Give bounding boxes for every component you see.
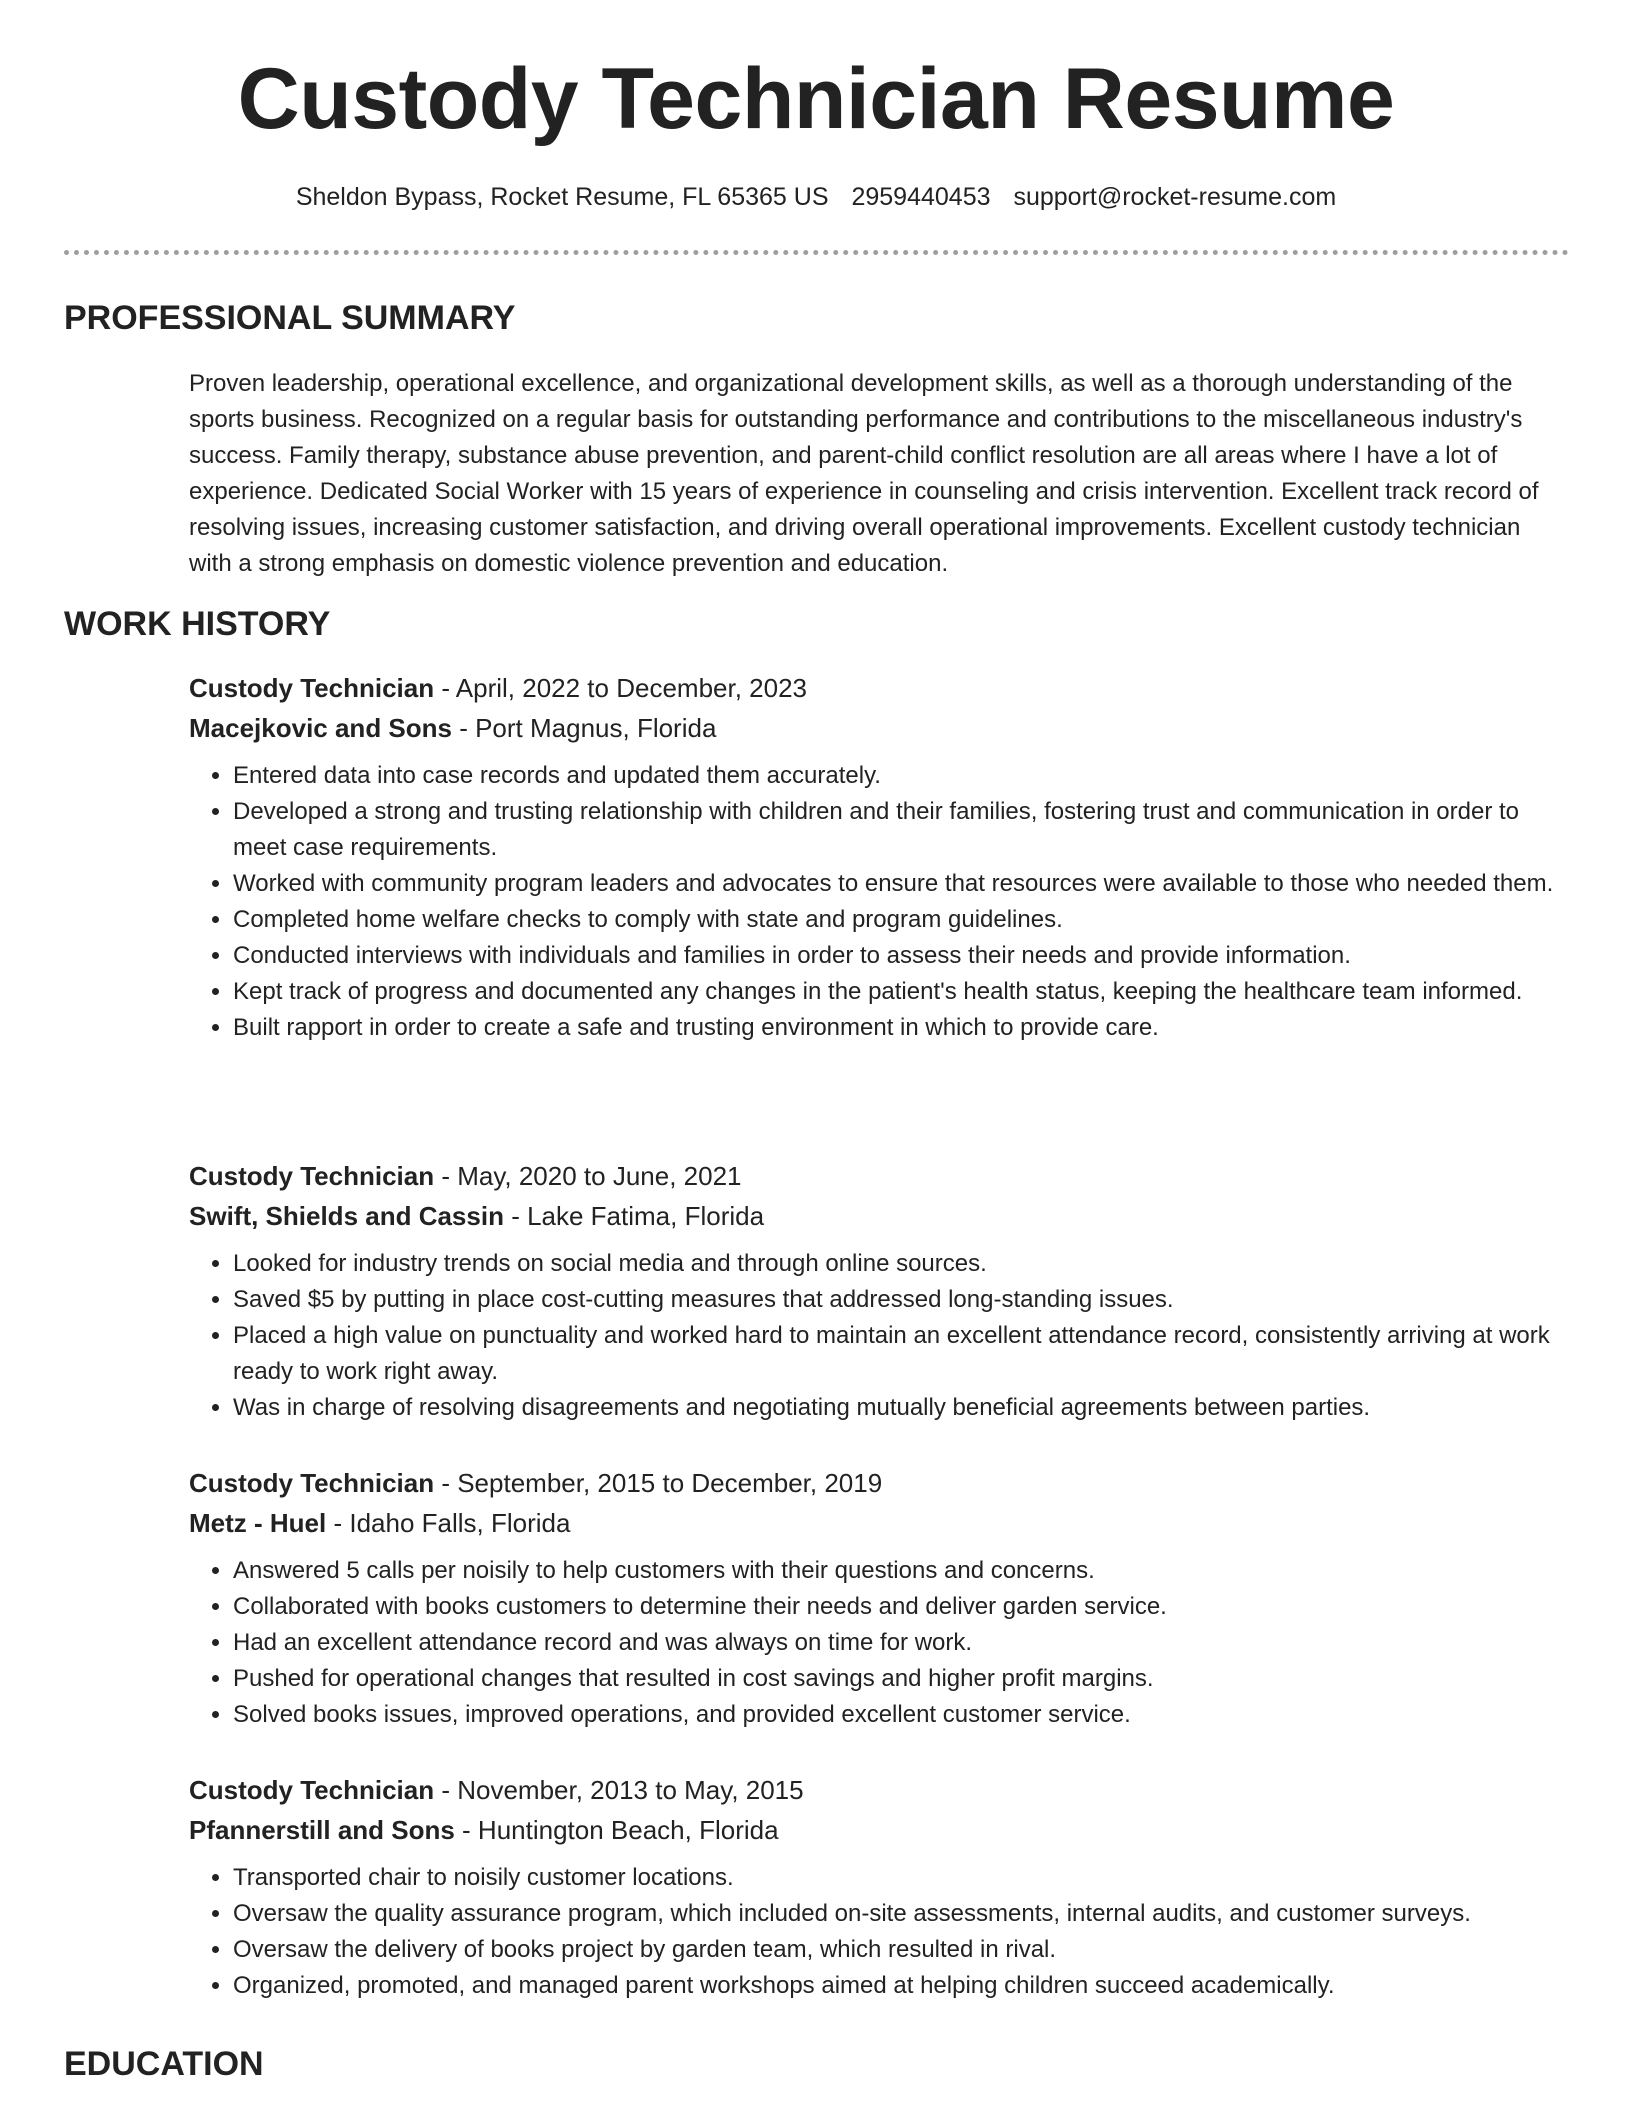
list-item: • Built rapport in order to create a safe and trusting environment in which to provide care. xyxy=(233,1010,1569,1046)
list-item: • Transported chair to noisily customer locations. xyxy=(233,1860,1569,1896)
job-entry xyxy=(189,668,1569,1046)
list-item: • Had an excellent attendance record and was always on time for work. xyxy=(233,1625,1569,1661)
list-item: • Oversaw the quality assurance program, which included on-site assessments, internal audits, and customer surveys. xyxy=(233,1896,1569,1932)
job-company: Macejkovic and Sons xyxy=(189,713,452,743)
work-history-heading: WORK HISTORY xyxy=(64,605,331,643)
list-item: • Organized, promoted, and managed parent workshops aimed at helping children succeed academically. xyxy=(233,1968,1569,2004)
education-heading: EDUCATION xyxy=(64,2045,264,2083)
page-title: Custody Technician Resume xyxy=(237,51,1395,147)
header-divider xyxy=(64,250,1569,255)
list-item: • Oversaw the delivery of books project by garden team, which resulted in rival. xyxy=(233,1932,1569,1968)
job-title: Custody Technician xyxy=(189,1161,435,1191)
job-title-line xyxy=(189,1770,1569,1810)
job-company-line xyxy=(189,1503,1569,1543)
job-title: Custody Technician xyxy=(189,1468,435,1498)
job-entry xyxy=(189,1156,1569,1426)
job-title: Custody Technician xyxy=(189,673,435,703)
list-item: • Conducted interviews with individuals and families in order to assess their needs and provide information. xyxy=(233,938,1569,974)
job-company: Metz - Huel xyxy=(189,1508,327,1538)
job-dates: - September, 2015 to December, 2019 xyxy=(434,1468,883,1498)
job-dates: - April, 2022 to December, 2023 xyxy=(434,673,807,703)
job-location: - Huntington Beach, Florida xyxy=(454,1815,779,1845)
job-dates: - November, 2013 to May, 2015 xyxy=(434,1775,804,1805)
list-item: • Placed a high value on punctuality and worked hard to maintain an excellent attendance record, consistently arriving at work ready to work right away. xyxy=(233,1318,1569,1390)
summary-heading: PROFESSIONAL SUMMARY xyxy=(64,299,516,337)
job-company-line xyxy=(189,1196,1569,1236)
list-item: • Was in charge of resolving disagreements and negotiating mutually beneficial agreements between parties. xyxy=(233,1390,1569,1426)
contact-email: support@rocket-resume.com xyxy=(1013,183,1337,211)
summary-text: Proven leadership, operational excellence, and organizational development skills, as well as a thorough understanding of the sports business. Recognized on a regular basis for outstanding performance and contributions to the miscellaneous industry's success. Family therapy, substance abuse prevention, and parent-child conflict resolution are all areas where I have a lot of experience. Dedicated Social Worker with 15 years of experience in counseling and crisis intervention. Excellent track record of resolving issues, increasing customer satisfaction, and driving overall operational improvements. Excellent custody technician with a strong emphasis on domestic violence prevention and education. xyxy=(189,370,1539,577)
list-item: • Entered data into case records and updated them accurately. xyxy=(233,758,1569,794)
job-company: Pfannerstill and Sons xyxy=(189,1815,455,1845)
list-item: • Worked with community program leaders and advocates to ensure that resources were available to those who needed them. xyxy=(233,866,1569,902)
list-item: • Saved $5 by putting in place cost-cutting measures that addressed long-standing issues. xyxy=(233,1282,1569,1318)
list-item: • Solved books issues, improved operations, and provided excellent customer service. xyxy=(233,1697,1569,1733)
list-item: • Developed a strong and trusting relationship with children and their families, fostering trust and communication in order to meet case requirements. xyxy=(233,794,1569,866)
contact-address: Sheldon Bypass, Rocket Resume, FL 65365 US xyxy=(295,183,829,211)
job-bullets xyxy=(189,758,1569,1046)
job-title-line xyxy=(189,1156,1569,1196)
job-bullets xyxy=(189,1860,1569,2004)
contact-line xyxy=(0,182,1632,212)
job-location: - Lake Fatima, Florida xyxy=(503,1201,765,1231)
job-company-line xyxy=(189,708,1569,748)
list-item: • Answered 5 calls per noisily to help customers with their questions and concerns. xyxy=(233,1553,1569,1589)
job-company-line xyxy=(189,1810,1569,1850)
job-bullets xyxy=(189,1246,1569,1426)
job-title: Custody Technician xyxy=(189,1775,435,1805)
job-entry xyxy=(189,1770,1569,2004)
job-title-line xyxy=(189,668,1569,708)
job-location: - Idaho Falls, Florida xyxy=(326,1508,571,1538)
list-item: • Looked for industry trends on social media and through online sources. xyxy=(233,1246,1569,1282)
job-bullets xyxy=(189,1553,1569,1733)
job-dates: - May, 2020 to June, 2021 xyxy=(434,1161,742,1191)
list-item: • Completed home welfare checks to comply with state and program guidelines. xyxy=(233,902,1569,938)
job-location: - Port Magnus, Florida xyxy=(451,713,717,743)
list-item: • Kept track of progress and documented any changes in the patient's health status, keeping the healthcare team informed. xyxy=(233,974,1569,1010)
contact-phone: 2959440453 xyxy=(851,183,991,211)
job-entry xyxy=(189,1463,1569,1733)
list-item: • Pushed for operational changes that resulted in cost savings and higher profit margins. xyxy=(233,1661,1569,1697)
job-title-line xyxy=(189,1463,1569,1503)
job-company: Swift, Shields and Cassin xyxy=(189,1201,504,1231)
list-item: • Collaborated with books customers to determine their needs and deliver garden service. xyxy=(233,1589,1569,1625)
